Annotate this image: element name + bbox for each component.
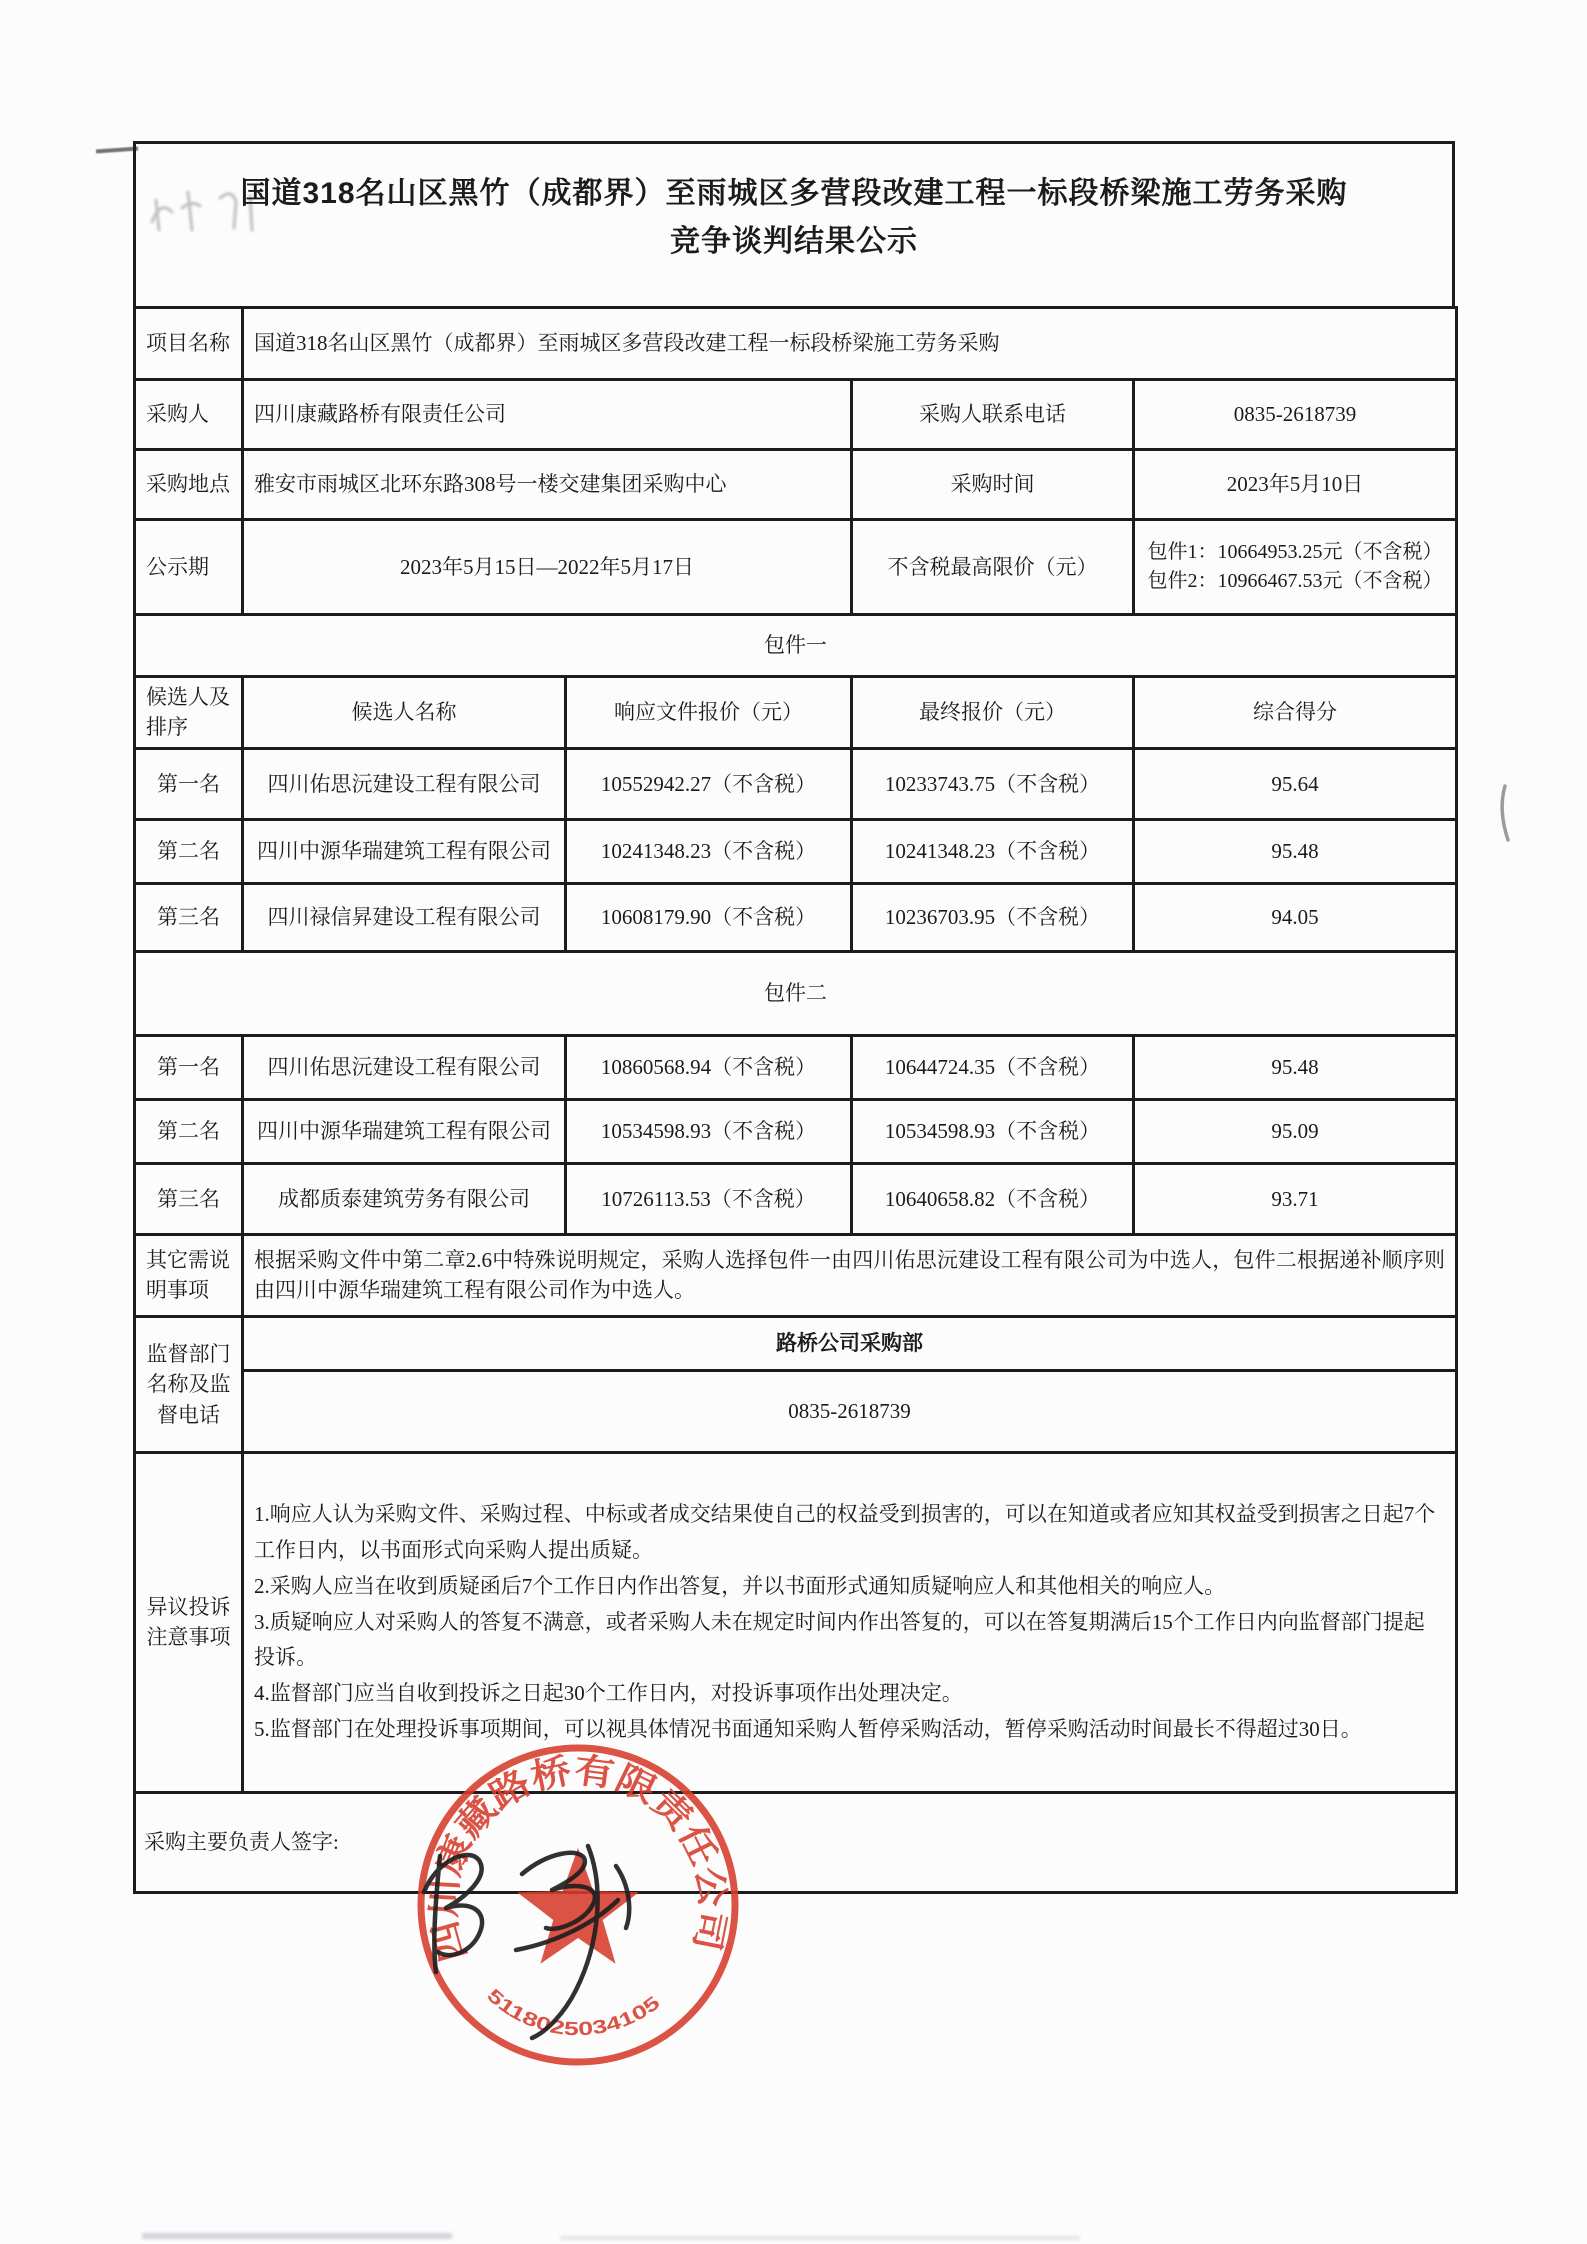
pen-mark-artifact xyxy=(1485,778,1525,858)
table-row-package1-band xyxy=(135,615,1457,677)
bid-cell: 10241348.23（不含税） xyxy=(566,819,852,883)
bid-cell: 10552942.27（不含税） xyxy=(566,748,852,819)
publicity-label: 公示期 xyxy=(135,520,243,615)
supervisor-name-value: 路桥公司采购部 xyxy=(243,1316,1457,1370)
scan-artifact-corner xyxy=(96,147,138,154)
objection-item-3: 3.质疑响应人对采购人的答复不满意，或者采购人未在规定时间内作出答复的，可以在答复期满后15个工作日内向监督部门提起投诉。 xyxy=(254,1609,1425,1670)
bid-cell: 10726113.53（不含税） xyxy=(566,1163,852,1234)
table-row-p1-1 xyxy=(135,748,1457,819)
document-title-line1: 国道318名山区黑竹（成都界）至雨城区多营段改建工程一标段桥梁施工劳务采购 xyxy=(240,177,1348,210)
scan-artifact-bottom xyxy=(142,2233,452,2239)
other-notes-label: 其它需说明事项 xyxy=(135,1234,243,1316)
rank-cell: 第三名 xyxy=(135,883,243,951)
publicity-value: 2023年5月15日—2022年5月17日 xyxy=(243,520,852,615)
bid-cell: 10860568.94（不含税） xyxy=(566,1035,852,1099)
table-row-p2-3 xyxy=(135,1163,1457,1234)
final-bid-cell: 10534598.93（不含税） xyxy=(852,1099,1134,1163)
col-header-final: 最终报价（元） xyxy=(852,677,1134,749)
score-cell: 95.09 xyxy=(1134,1099,1457,1163)
table-row-signature xyxy=(135,1792,1457,1892)
objection-label: 异议投诉注意事项 xyxy=(135,1452,243,1792)
table-row-location xyxy=(135,450,1457,520)
candidate-name-cell: 四川中源华瑞建筑工程有限公司 xyxy=(243,819,566,883)
purchaser-phone-value: 0835-2618739 xyxy=(1134,380,1457,450)
max-price-line2: 包件2：10966467.53元（不含税） xyxy=(1147,570,1443,592)
result-table xyxy=(133,306,1458,1894)
location-label: 采购地点 xyxy=(135,450,243,520)
package2-title: 包件二 xyxy=(135,951,1457,1035)
objection-item-5: 5.监督部门在处理投诉事项期间，可以视具体情况书面通知采购人暂停采购活动，暂停采购活动时间最长不得超过30日。 xyxy=(254,1716,1362,1741)
table-row-header xyxy=(135,677,1457,749)
table-row-package2-band xyxy=(135,951,1457,1035)
col-header-rank: 候选人及排序 xyxy=(135,677,243,749)
score-cell: 93.71 xyxy=(1134,1163,1457,1234)
table-row-p1-3 xyxy=(135,883,1457,951)
score-cell: 95.64 xyxy=(1134,748,1457,819)
table-row-other-notes xyxy=(135,1234,1457,1316)
project-name-label: 项目名称 xyxy=(135,308,243,380)
supervisor-label: 监督部门名称及监督电话 xyxy=(135,1316,243,1452)
score-cell: 94.05 xyxy=(1134,883,1457,951)
final-bid-cell: 10236703.95（不含税） xyxy=(852,883,1134,951)
col-header-name: 候选人名称 xyxy=(243,677,566,749)
table-row-purchaser xyxy=(135,380,1457,450)
table-row-publicity xyxy=(135,520,1457,615)
table-row-supervisor-phone xyxy=(135,1370,1457,1452)
svg-text:5118025034105 xyxy=(482,1985,664,2040)
purchaser-value: 四川康藏路桥有限责任公司 xyxy=(243,380,852,450)
candidate-name-cell: 四川禄信昇建设工程有限公司 xyxy=(243,883,566,951)
candidate-name-cell: 四川中源华瑞建筑工程有限公司 xyxy=(243,1099,566,1163)
final-bid-cell: 10640658.82（不含税） xyxy=(852,1163,1134,1234)
document-title-block xyxy=(133,141,1455,306)
final-bid-cell: 10644724.35（不含税） xyxy=(852,1035,1134,1099)
candidate-name-cell: 四川佑思沅建设工程有限公司 xyxy=(243,1035,566,1099)
rank-cell: 第三名 xyxy=(135,1163,243,1234)
col-header-bid: 响应文件报价（元） xyxy=(566,677,852,749)
rank-cell: 第二名 xyxy=(135,819,243,883)
max-price-line1: 包件1：10664953.25元（不含税） xyxy=(1147,541,1443,563)
purchaser-phone-label: 采购人联系电话 xyxy=(852,380,1134,450)
col-header-score: 综合得分 xyxy=(1134,677,1457,749)
document-title-line2: 竞争谈判结果公示 xyxy=(670,225,918,258)
bid-cell: 10534598.93（不含税） xyxy=(566,1099,852,1163)
rank-cell: 第一名 xyxy=(135,748,243,819)
table-row-p2-1 xyxy=(135,1035,1457,1099)
project-name-value: 国道318名山区黑竹（成都界）至雨城区多营段改建工程一标段桥梁施工劳务采购 xyxy=(243,308,1457,380)
location-value: 雅安市雨城区北环东路308号一楼交建集团采购中心 xyxy=(243,450,852,520)
signature-label: 采购主要负责人签字: xyxy=(135,1792,1457,1892)
purchaser-label: 采购人 xyxy=(135,380,243,450)
max-price-label: 不含税最高限价（元） xyxy=(852,520,1134,615)
objection-item-1: 1.响应人认为采购文件、采购过程、中标或者成交结果使自己的权益受到损害的，可以在知道或者应知其权益受到损害之日起7个工作日内，以书面形式向采购人提出质疑。 xyxy=(254,1502,1436,1563)
score-cell: 95.48 xyxy=(1134,1035,1457,1099)
candidate-name-cell: 四川佑思沅建设工程有限公司 xyxy=(243,748,566,819)
table-row-objection xyxy=(135,1452,1457,1792)
rank-cell: 第二名 xyxy=(135,1099,243,1163)
package1-title: 包件一 xyxy=(135,615,1457,677)
objection-item-4: 4.监督部门应当自收到投诉之日起30个工作日内，对投诉事项作出处理决定。 xyxy=(254,1680,963,1705)
table-row-supervisor-name xyxy=(135,1316,1457,1370)
seal-company-text: 四川康藏路桥有限责任公司 xyxy=(424,1750,732,1966)
purchase-time-label: 采购时间 xyxy=(852,450,1134,520)
other-notes-value: 根据采购文件中第二章2.6中特殊说明规定，采购人选择包件一由四川佑思沅建设工程有限公司为中选人，包件二根据递补顺序则由四川中源华瑞建筑工程有限公司作为中选人。 xyxy=(243,1234,1457,1316)
document-table xyxy=(133,141,1455,1894)
bid-cell: 10608179.90（不含税） xyxy=(566,883,852,951)
candidate-name-cell: 成都质泰建筑劳务有限公司 xyxy=(243,1163,566,1234)
scan-artifact-bottom2 xyxy=(560,2236,1080,2240)
table-row-p2-2 xyxy=(135,1099,1457,1163)
table-row-p1-2 xyxy=(135,819,1457,883)
objection-item-2: 2.采购人应当在收到质疑函后7个工作日内作出答复，并以书面形式通知质疑响应人和其他相关的响应人。 xyxy=(254,1573,1226,1598)
rank-cell: 第一名 xyxy=(135,1035,243,1099)
score-cell: 95.48 xyxy=(1134,819,1457,883)
objection-value xyxy=(243,1452,1457,1792)
supervisor-phone-value: 0835-2618739 xyxy=(243,1370,1457,1452)
seal-number-text: 5118025034105 xyxy=(482,1985,661,2041)
table-row-project xyxy=(135,308,1457,380)
final-bid-cell: 10241348.23（不含税） xyxy=(852,819,1134,883)
final-bid-cell: 10233743.75（不含税） xyxy=(852,748,1134,819)
purchase-time-value: 2023年5月10日 xyxy=(1134,450,1457,520)
max-price-value xyxy=(1134,520,1457,615)
